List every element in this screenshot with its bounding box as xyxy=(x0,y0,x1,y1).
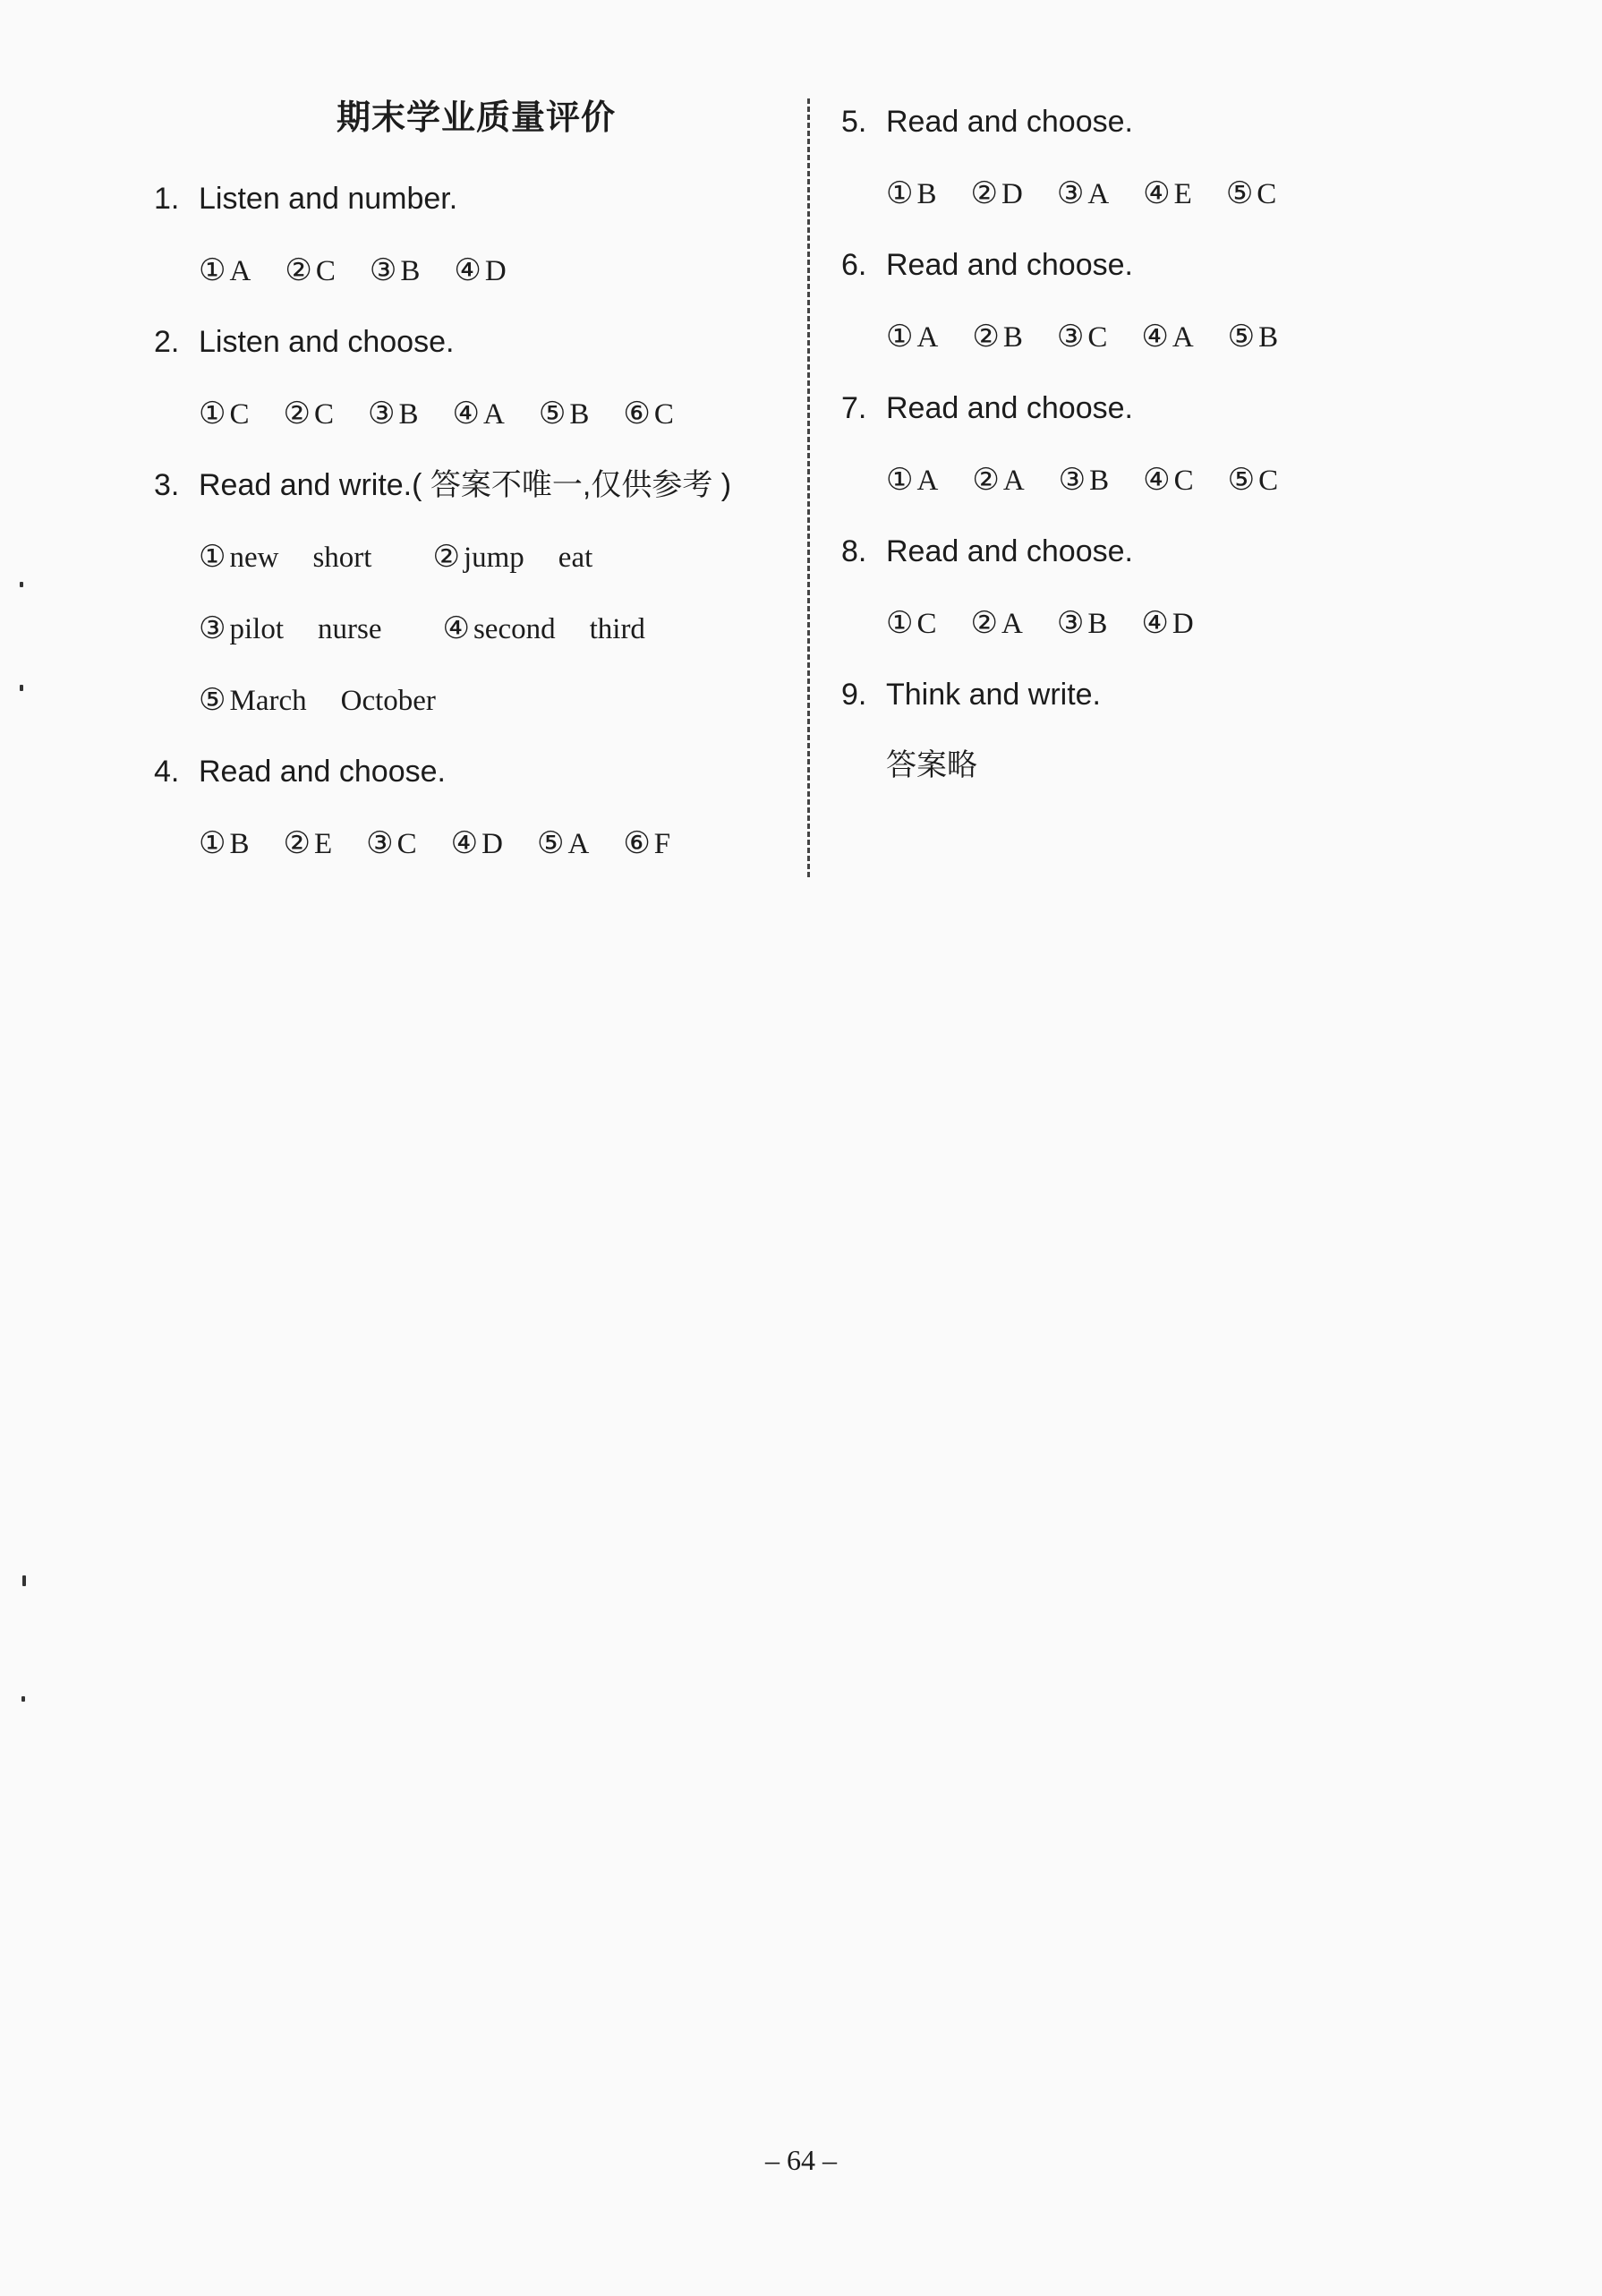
answer-item xyxy=(623,807,670,880)
circled-number: ⑤ xyxy=(538,396,567,431)
question-block xyxy=(841,516,1521,659)
answer-item xyxy=(1143,444,1194,516)
answer-item xyxy=(1228,444,1279,516)
scan-mark xyxy=(20,685,23,691)
question-number: 5. xyxy=(841,105,867,139)
circled-number: ④ xyxy=(442,610,470,646)
answer-letter: B xyxy=(229,828,250,860)
answer-item xyxy=(442,593,678,665)
circled-number: ① xyxy=(886,462,914,498)
answer-letter: D xyxy=(1172,608,1194,640)
answer-letter: C xyxy=(313,398,334,431)
answer-row xyxy=(841,587,1521,659)
circled-number: ④ xyxy=(1141,319,1169,354)
answer-row xyxy=(841,301,1521,372)
circled-number: ① xyxy=(199,252,226,288)
answer-item xyxy=(1057,587,1108,660)
question-block xyxy=(841,229,1521,372)
answer-item xyxy=(370,235,421,307)
circled-number: ③ xyxy=(199,610,226,646)
circled-number: ⑤ xyxy=(199,682,226,718)
answer-letter: B xyxy=(1258,321,1279,354)
answer-letter: B xyxy=(398,398,419,431)
circled-number: ① xyxy=(199,539,226,575)
answer-item xyxy=(539,378,590,450)
circled-number: ③ xyxy=(1056,175,1085,211)
circled-number: ① xyxy=(886,605,914,641)
answer-row xyxy=(154,378,798,449)
answer-item xyxy=(972,444,1024,516)
circled-number: ④ xyxy=(454,252,481,288)
circled-number: ④ xyxy=(1143,462,1171,498)
circled-number: ② xyxy=(285,252,312,288)
answer-item xyxy=(886,301,938,373)
answer-item xyxy=(1057,301,1108,373)
question-text: Listen and choose. xyxy=(199,325,455,359)
answer-item xyxy=(284,807,333,880)
right-simple-questions xyxy=(841,86,1521,659)
answer-letter: C xyxy=(1257,178,1277,210)
question-block xyxy=(841,86,1521,229)
answer-item xyxy=(972,301,1023,373)
circled-number: ② xyxy=(972,319,1000,354)
answer-word: short xyxy=(312,542,372,574)
answer-row xyxy=(841,158,1521,229)
circled-number: ① xyxy=(886,319,914,354)
question-block xyxy=(154,306,798,449)
answer-item xyxy=(284,378,335,450)
circled-number: ⑤ xyxy=(1225,175,1254,211)
question-block xyxy=(841,659,1521,802)
question-number: 1. xyxy=(154,182,180,216)
question-number: 8. xyxy=(841,534,867,568)
answer-item xyxy=(1143,158,1192,230)
answer-word: jump xyxy=(463,542,524,574)
circled-number: ④ xyxy=(452,396,480,431)
answer-item xyxy=(971,158,1023,230)
question-block xyxy=(154,736,798,879)
question-heading xyxy=(841,229,1521,301)
question-heading xyxy=(154,163,798,235)
answer-letter: C xyxy=(229,398,250,431)
answer-letter: B xyxy=(1002,321,1023,354)
answer-item xyxy=(451,807,503,880)
circled-number: ① xyxy=(886,175,914,211)
question-text: Read and choose. xyxy=(886,105,1133,139)
answer-letter: D xyxy=(481,828,503,860)
answer-row xyxy=(154,664,798,736)
left-simple-questions xyxy=(154,163,798,449)
answer-item xyxy=(199,521,405,593)
answer-item xyxy=(285,235,336,307)
circled-number: ④ xyxy=(1143,175,1171,211)
question-heading xyxy=(841,659,1521,730)
circled-number: ② xyxy=(972,462,1000,498)
question-text: Read and write.( 答案不唯一,仅供参考 ) xyxy=(199,468,732,502)
answer-letter: B xyxy=(569,398,590,431)
answer-item xyxy=(886,158,937,230)
question-text: Read and choose. xyxy=(199,755,446,789)
circled-number: ③ xyxy=(1056,319,1085,354)
section-title: 期末学业质量评价 xyxy=(336,99,616,137)
question-heading xyxy=(154,306,798,378)
circled-number: ② xyxy=(970,605,998,641)
question-number: 4. xyxy=(154,755,180,789)
answer-word: nurse xyxy=(318,613,382,645)
answer-item xyxy=(454,235,506,307)
answer-item xyxy=(1228,301,1279,373)
answer-letter: C xyxy=(1258,465,1279,497)
question-block xyxy=(154,163,798,306)
circled-number: ② xyxy=(283,396,311,431)
answer-item xyxy=(1141,301,1193,373)
question-number: 9. xyxy=(841,678,867,712)
right-column xyxy=(841,86,1521,802)
question-block xyxy=(841,372,1521,516)
circled-number: ③ xyxy=(1058,462,1086,498)
answer-letter: B xyxy=(400,255,421,287)
question-number: 2. xyxy=(154,325,180,359)
question-text: Read and choose. xyxy=(886,391,1133,425)
answer-letter: A xyxy=(1002,465,1025,497)
answer-word: March xyxy=(229,685,307,717)
circled-number: ③ xyxy=(1056,605,1085,641)
answer-item xyxy=(886,587,937,660)
answer-row xyxy=(154,521,798,593)
left-column xyxy=(154,86,798,879)
circled-number: ④ xyxy=(450,825,479,861)
question-heading xyxy=(154,449,798,521)
answer-word: October xyxy=(340,685,436,717)
answer-item xyxy=(1226,158,1277,230)
circled-number: ③ xyxy=(369,252,397,288)
answer-letter: A xyxy=(1001,608,1023,640)
answer-letter: B xyxy=(916,178,937,210)
answer-item xyxy=(886,444,938,516)
answer-letter: A xyxy=(482,398,505,431)
question-heading xyxy=(154,736,798,807)
answer-letter: A xyxy=(229,255,251,287)
circled-number: ② xyxy=(432,539,460,575)
answer-item xyxy=(453,378,505,450)
circled-number: ② xyxy=(970,175,998,211)
answer-letter: E xyxy=(313,828,333,860)
answer-item xyxy=(623,378,674,450)
answer-text: 答案略 xyxy=(886,749,977,782)
answer-item xyxy=(1141,587,1193,660)
question-heading xyxy=(841,86,1521,158)
answer-letter: C xyxy=(1173,465,1194,497)
question-number: 6. xyxy=(841,248,867,282)
answer-word: eat xyxy=(558,542,593,574)
answer-item xyxy=(199,593,415,665)
answer-letter: C xyxy=(653,398,674,431)
circled-number: ① xyxy=(199,396,226,431)
scan-mark xyxy=(21,1696,25,1702)
answer-word: third xyxy=(589,613,645,645)
answer-item xyxy=(199,235,251,307)
answer-letter: B xyxy=(1089,465,1110,497)
answer-letter: A xyxy=(567,828,590,860)
question-text: Think and write. xyxy=(886,678,1101,712)
answer-row xyxy=(154,807,798,879)
circled-number: ⑤ xyxy=(536,825,565,861)
question-text: Read and choose. xyxy=(886,534,1133,568)
circled-number: ③ xyxy=(368,396,396,431)
scan-mark xyxy=(20,582,23,587)
question-heading xyxy=(841,516,1521,587)
circled-number: ③ xyxy=(366,825,394,861)
page-number: – 64 – xyxy=(765,2144,837,2176)
question-number: 7. xyxy=(841,391,867,425)
question-block xyxy=(154,736,798,879)
answer-item xyxy=(366,807,417,880)
answer-letter: A xyxy=(1172,321,1194,354)
circled-number: ⑥ xyxy=(623,825,651,861)
answer-row xyxy=(154,235,798,306)
answer-letter: E xyxy=(1173,178,1192,210)
question-number: 3. xyxy=(154,468,180,502)
answer-letter: C xyxy=(396,828,417,860)
answer-letter: B xyxy=(1087,608,1108,640)
answer-word: new xyxy=(229,542,279,574)
question-block xyxy=(154,449,798,736)
answer-letter: F xyxy=(653,828,671,860)
answer-letter: A xyxy=(1087,178,1110,210)
answer-item xyxy=(199,664,470,737)
circled-number: ⑤ xyxy=(1227,462,1256,498)
circled-number: ① xyxy=(199,825,226,861)
answer-item xyxy=(971,587,1023,660)
circled-number: ② xyxy=(283,825,311,861)
circled-number: ⑥ xyxy=(623,396,651,431)
answer-row xyxy=(154,593,798,664)
circled-number: ⑤ xyxy=(1227,319,1256,354)
answer-letter: C xyxy=(315,255,336,287)
answer-item xyxy=(1059,444,1110,516)
answer-row xyxy=(841,444,1521,516)
question-text: Read and choose. xyxy=(886,248,1133,282)
circled-number: ④ xyxy=(1141,605,1169,641)
answer-letter: A xyxy=(916,465,939,497)
word-answer-rows xyxy=(154,521,798,736)
answer-item xyxy=(1057,158,1109,230)
answer-letter: D xyxy=(1001,178,1023,210)
answer-letter: D xyxy=(484,255,507,287)
answer-word: pilot xyxy=(229,613,284,645)
answer-letter: A xyxy=(916,321,939,354)
question-heading xyxy=(841,372,1521,444)
answer-letter: C xyxy=(1087,321,1108,354)
scan-mark xyxy=(22,1575,26,1586)
question-text: Listen and number. xyxy=(199,182,458,216)
answer-item xyxy=(537,807,589,880)
answer-item xyxy=(368,378,419,450)
answer-item xyxy=(199,807,250,880)
answer-item xyxy=(199,378,250,450)
column-divider xyxy=(807,98,810,877)
answer-letter: C xyxy=(916,608,937,640)
answer-item xyxy=(432,521,626,593)
answer-word: second xyxy=(473,613,556,645)
